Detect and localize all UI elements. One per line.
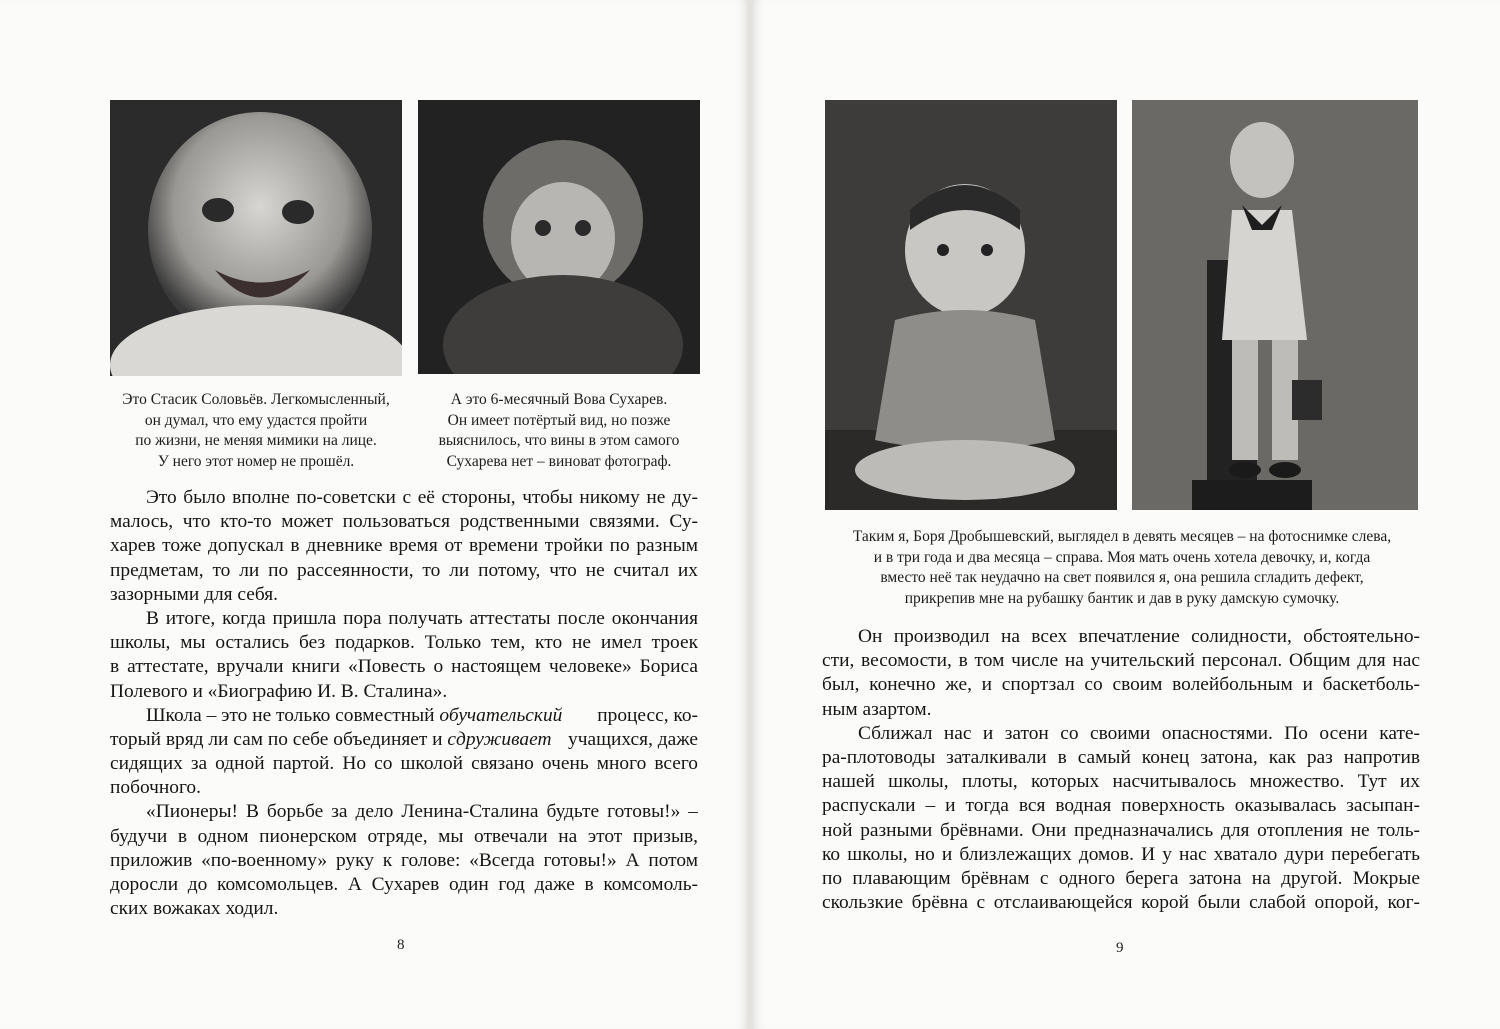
caption-line: Сухарева нет – виноват фотограф.: [446, 452, 672, 470]
text-line: школы, мы остались без подарков. Только тем, кто не имел троек: [110, 632, 698, 654]
text-line: был, конечно же, и спортзал со своим волейбольным и баскетболь-: [822, 674, 1420, 696]
text-fragment: Школа – это не только совместный: [146, 704, 440, 726]
page-number-right: 9: [1116, 940, 1124, 956]
italic-word: обучательский: [439, 704, 563, 726]
text-line: будучи в одном пионерском отряде, мы отвечали на этот призыв,: [110, 825, 698, 847]
caption-line: выяснилось, что вины в этом самого: [438, 432, 680, 449]
text-line: скользкие брёвна с отслаивающейся корой были слабой опорой, ког-: [822, 892, 1420, 914]
text-line: Сближал нас и затон со своими опасностями. По осени кате-: [858, 722, 1420, 744]
text-line: Он производил на всех впечатление солидности, обстоятельно-: [858, 626, 1420, 647]
caption-line: Это Стасик Соловьёв. Легкомысленный,: [122, 391, 390, 408]
text-line: по плавающим брёвнам с одного берега затона на другой. Мокрые: [822, 867, 1420, 889]
caption-vova: [418, 390, 700, 472]
text-line: ских вожаках ходил.: [110, 898, 279, 920]
text-line: распускали – и тогда вся водная поверхность оказывалась засыпан-: [822, 795, 1420, 817]
photo-boy-three-years: [1132, 100, 1418, 510]
caption-line: вместо неё так неудачно на свет появился я, она решила сгладить дефект,: [880, 569, 1364, 586]
text-line: сти, весомости, в том числе на учительский персонал. Общим для нас: [822, 650, 1420, 672]
text-line: нашей школы, плоты, которых насчитывалось множество. Тут их: [822, 771, 1420, 793]
text-fragment: учащихся, даже: [568, 728, 698, 750]
text-fragment: процесс, ко-: [597, 704, 698, 726]
italic-word: сдруживает: [447, 728, 552, 750]
caption-line: прикрепив мне на рубашку бантик и дав в руку дамскую сумочку.: [904, 589, 1340, 607]
text-line: в аттестате, вручали книги «Повесть о настоящем человеке» Бориса: [110, 656, 698, 678]
text-line: ной разными брёвнами. Они предназначались для отопления не толь-: [822, 819, 1420, 841]
text-fragment: торый вряд ли сам по себе объединяет и: [110, 728, 448, 750]
text-line: [110, 728, 698, 752]
text-line: доросли до комсомольцев. А Сухарев один год даже в комсомоль-: [110, 874, 698, 895]
caption-stasik: [110, 390, 402, 472]
photo-baby-smiling: [110, 100, 402, 376]
text-line: предметам, то ли по рассеянности, то ли потому, что не считал их: [110, 559, 698, 581]
caption-line: по жизни, не меняя мимики на лице.: [135, 432, 377, 449]
text-line: зазорными для себя.: [110, 583, 279, 605]
text-line: Полевого и «Биографию И. В. Сталина».: [110, 680, 448, 702]
text-line: харев тоже допускал в дневнике время от времени тройки по разным: [110, 535, 698, 557]
photo-boy-nine-months: [825, 100, 1117, 510]
text-line: приложив «по-военному» руку к голове: «Всегда готовы!» А потом: [110, 849, 698, 871]
caption-line: он думал, что ему удастся пройти: [144, 411, 368, 429]
photo-baby-in-hat: [418, 100, 700, 374]
text-line: ко школы, но и близлежащих домов. И у нас хватало дури перебегать: [822, 843, 1420, 865]
page-number-left: 8: [397, 937, 405, 953]
caption-line: А это 6-месячный Вова Сухарев.: [450, 391, 668, 408]
right-body-text: [822, 625, 1420, 915]
text-line: В итоге, когда пришла пора получать аттестаты после окончания: [146, 607, 698, 629]
caption-line: У него этот номер не прошёл.: [157, 452, 355, 470]
text-line: «Пионеры! В борьбе за дело Ленина-Сталина будьте готовы!» –: [146, 801, 698, 823]
text-line: ным азартом.: [822, 698, 932, 720]
text-line: сидящих за одной партой. Но со школой связано очень много всего: [110, 753, 698, 775]
caption-line: Таким я, Боря Дробышевский, выглядел в девять месяцев – на фотоснимке слева,: [852, 528, 1392, 545]
caption-line: Он имеет потёртый вид, но позже: [447, 411, 671, 429]
caption-line: и в три года и два месяца – справа. Моя мать очень хотела девочку, и, когда: [873, 548, 1371, 566]
text-line: ра-плотоводы заталкивали в самый конец затона, как раз напротив: [822, 746, 1420, 768]
text-line: побочного.: [110, 777, 201, 799]
text-line: Это было вполне по-советски с её стороны, чтобы никому не ду-: [146, 487, 698, 508]
text-line: малось, что кто-то может пользоваться родственными связями. Су-: [110, 511, 698, 533]
left-body-text: [110, 486, 698, 921]
text-line: [110, 704, 698, 728]
caption-borya: [818, 527, 1426, 609]
